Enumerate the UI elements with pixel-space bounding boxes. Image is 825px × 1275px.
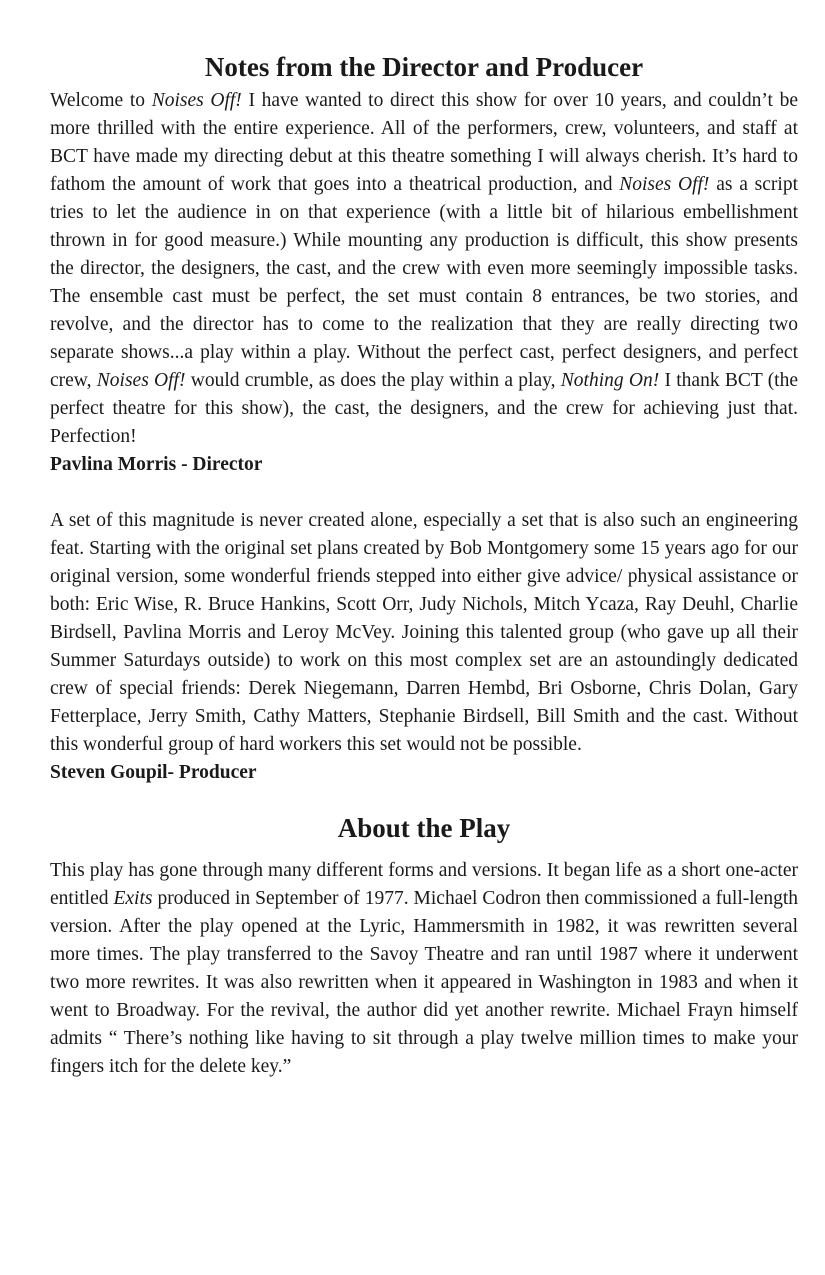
program-page <box>50 48 798 1081</box>
about-title: About the Play <box>337 813 511 843</box>
director-note-italic-1: Noises Off! <box>151 90 242 111</box>
notes-title: Notes from the Director and Producer <box>204 52 644 82</box>
about-paragraph <box>50 857 798 1081</box>
producer-signature: Steven Goupil- Producer <box>50 762 257 783</box>
director-note-text-2: I have wanted to direct this show for over 10 years, and couldn’t be more thrilled with the entire experience. All of the performers, crew, volunteers, and staff at BCT have made my directing debut at this theatre something I will always cherish. It’s hard to fathom the amount of work that goes into a theatrical production, and <box>50 90 798 195</box>
about-italic-1: Exits <box>113 888 153 909</box>
director-note-text-4: would crumble, as does the play within a play, <box>185 370 561 391</box>
about-text-2: produced in September of 1977. Michael Codron then commissioned a full-length version. After the play opened at the Lyric, Hammersmith in 1982, it was rewritten several more times. The play transferred to the Savoy Theatre and ran until 1987 where it underwent two more rewrites. It was also rewritten when it appeared in Washington in 1983 and when it went to Broadway. For the revival, the author did yet another rewrite. Michael Frayn himself admits “ There’s nothing like having to sit through a play twelve million times to make your fingers itch for the delete key.” <box>50 888 798 1077</box>
about-text-1: This play has gone through many different forms and versions. It began life as a short one-acter entitled <box>50 860 798 909</box>
director-note-italic-2: Noises Off! <box>619 174 710 195</box>
director-note-text-1: Welcome to <box>50 90 152 111</box>
paragraph-gap <box>50 479 798 507</box>
producer-note: A set of this magnitude is never created alone, especially a set that is also such an engineering feat. Starting with the original set plans created by Bob Montgomery some 15 years ago for our original version, some wonderful friends stepped into either give advice/ physical assistance or both: Eric Wise, R. Bruce Hankins, Scott Orr, Judy Nichols, Mitch Ycaza, Ray Deuhl, Charlie Birdsell, Pavlina Morris and Leroy McVey. Joining this talented group (who gave up all their Summer Saturdays outside) to work on this most complex set are an astoundingly dedicated crew of special friends: Derek Niegemann, Darren Hembd, Bri Osborne, Chris Dolan, Gary Fetterplace, Jerry Smith, Cathy Matters, Stephanie Birdsell, Bill Smith and the cast. Without this wonderful group of hard workers this set would not be possible. <box>50 510 798 755</box>
director-note-text-3: as a script tries to let the audience in on that experience (with a little bit of hilarious embellishment thrown in for good measure.) While mounting any production is difficult, this show presents the director, the designers, the cast, and the crew with even more seemingly impossible tasks. The ensemble cast must be perfect, the set must contain 8 entrances, be two stories, and revolve, and the director has to come to the realization that they are really directing two separate shows...a play within a play. Without the perfect cast, perfect designers, and perfect crew, <box>50 174 798 391</box>
director-note-text-5: I thank BCT (the perfect theatre for this show), the cast, the designers, and the crew for achieving just that. Perfection! <box>50 370 799 447</box>
director-signature: Pavlina Morris - Director <box>50 454 263 475</box>
director-note-italic-3: Noises Off! <box>96 370 186 391</box>
director-note <box>50 87 798 451</box>
director-note-italic-4: Nothing On! <box>560 370 660 391</box>
